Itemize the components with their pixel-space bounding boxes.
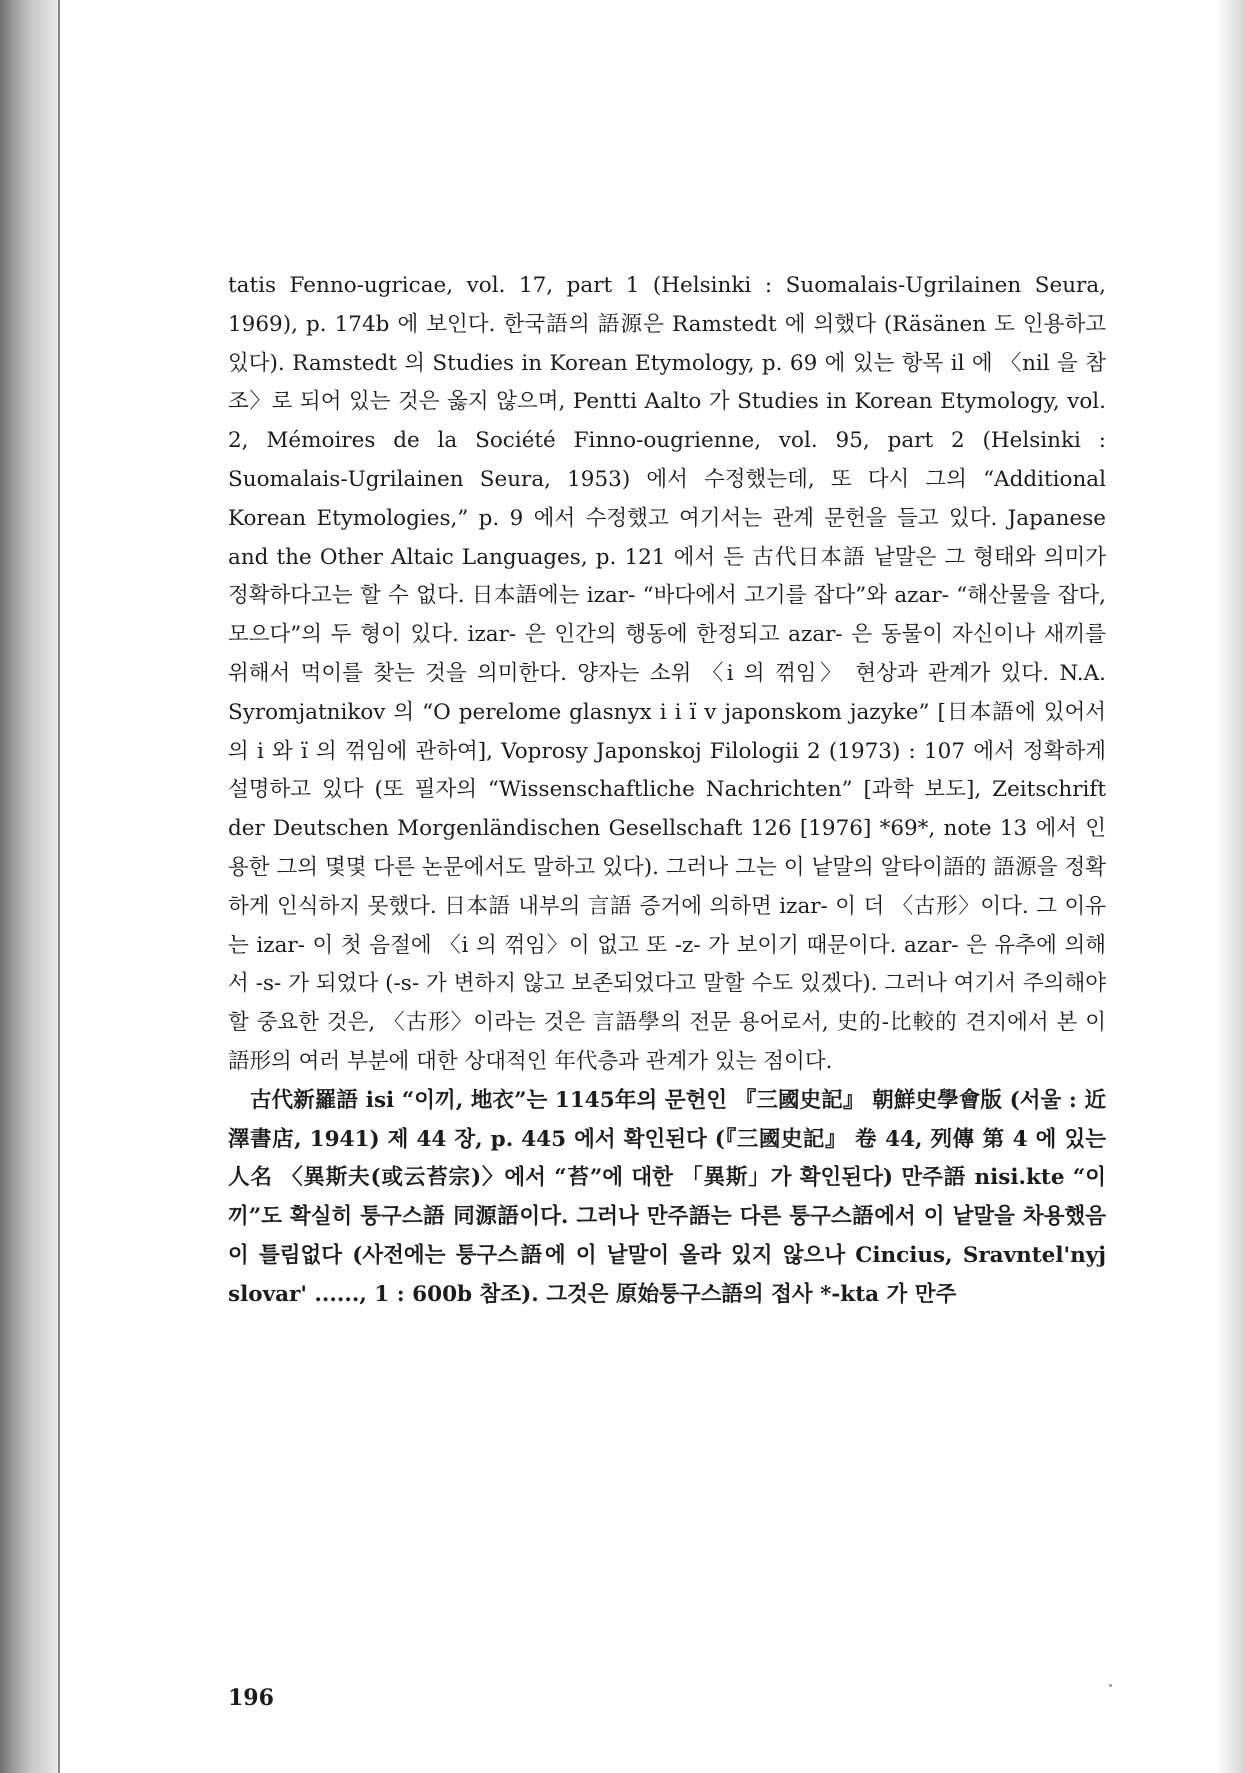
page-body-text: [228, 267, 1106, 1315]
book-spine: [0, 0, 58, 1773]
paragraph-silla-isi: 古代新羅語 isi “이끼, 地衣”는 1145年의 문헌인 『三國史記』 朝鮮史學會版 (서울 : 近澤書店, 1941) 제 44 장, p. 445 에서 확인된다 (『三國史記』 卷 44, 列傳 第 4 에 있는 人名 〈異斯夫(或云苔宗)〉에서 “苔”에 대한 「異斯」가 확인된다) 만주語 nisi.kte “이끼”도 확실히 퉁구스語 同源語이다. 그러나 만주語는 다른 퉁구스語에서 이 낱말을 차용했음이 틀림없다 (사전에는 퉁구스語에 이 낱말이 올라 있지 않으나 Cincius, Sravntel'nyj slovar' ......, 1 : 600b 참조). 그것은 原始퉁구스語의 접사 *-kta 가 만주: [228, 1087, 1106, 1307]
page-number: 196: [228, 1685, 274, 1711]
page-right-edge-shadow: [1215, 0, 1245, 1773]
paragraph-footnote-continuation: tatis Fenno-ugricae, vol. 17, part 1 (Helsinki : Suomalais-Ugrilainen Seura, 1969), p. 174b 에 보인다. 한국語의 語源은 Ramstedt 에 의했다 (Räsänen 도 인용하고 있다). Ramstedt 의 Studies in Korean Etymology, p. 69 에 있는 항목 il 에 〈nil 을 참조〉로 되어 있는 것은 옳지 않으며, Pentti Aalto 가 Studies in Korean Etymology, vol. 2, Mémoires de la Société Finno-ougrienne, vol. 95, part 2 (Helsinki : Suomalais-Ugrilainen Seura, 1953) 에서 수정했는데, 또 다시 그의 “Additional Korean Etymologies,” p. 9 에서 수정했고 여기서는 관계 문헌을 들고 있다. Japanese and the Other Altaic Languages, p. 121 에서 든 古代日本語 낱말은 그 형태와 의미가 정확하다고는 할 수 없다. 日本語에는 izar- “바다에서 고기를 잡다”와 azar- “해산물을 잡다, 모으다”의 두 형이 있다. izar- 은 인간의 행동에 한정되고 azar- 은 동물이 자신이나 새끼를 위해서 먹이를 찾는 것을 의미한다. 양자는 소위 〈i 의 꺾임〉 현상과 관계가 있다. N.A. Syromjatnikov 의 “O perelome glasnyx i i ï v japonskom jazyke” [日本語에 있어서의 i 와 ï 의 꺾임에 관하여], Voprosy Japonskoj Filologii 2 (1973) : 107 에서 정확하게 설명하고 있다 (또 필자의 “Wissenschaftliche Nachrichten” [과학 보도], Zeitschrift der Deutschen Morgenländischen Gesellschaft 126 [1976] *69*, note 13 에서 인용한 그의 몇몇 다른 논문에서도 말하고 있다). 그러나 그는 이 낱말의 알타이語的 語源을 정확하게 인식하지 못했다. 日本語 내부의 言語 증거에 의하면 izar- 이 더 〈古形〉이다. 그 이유는 izar- 이 첫 음절에 〈i 의 꺾임〉이 없고 또 -z- 가 보이기 때문이다. azar- 은 유추에 의해서 -s- 가 되었다 (-s- 가 변하지 않고 보존되었다고 말할 수도 있겠다). 그러나 여기서 주의해야 할 중요한 것은, 〈古形〉이라는 것은 言語學의 전문 용어로서, 史的-比較的 견지에서 본 이 語形의 여러 부분에 대한 상대적인 年代층과 관계가 있는 점이다.: [228, 273, 1106, 1074]
page-speck: [1109, 1684, 1112, 1687]
